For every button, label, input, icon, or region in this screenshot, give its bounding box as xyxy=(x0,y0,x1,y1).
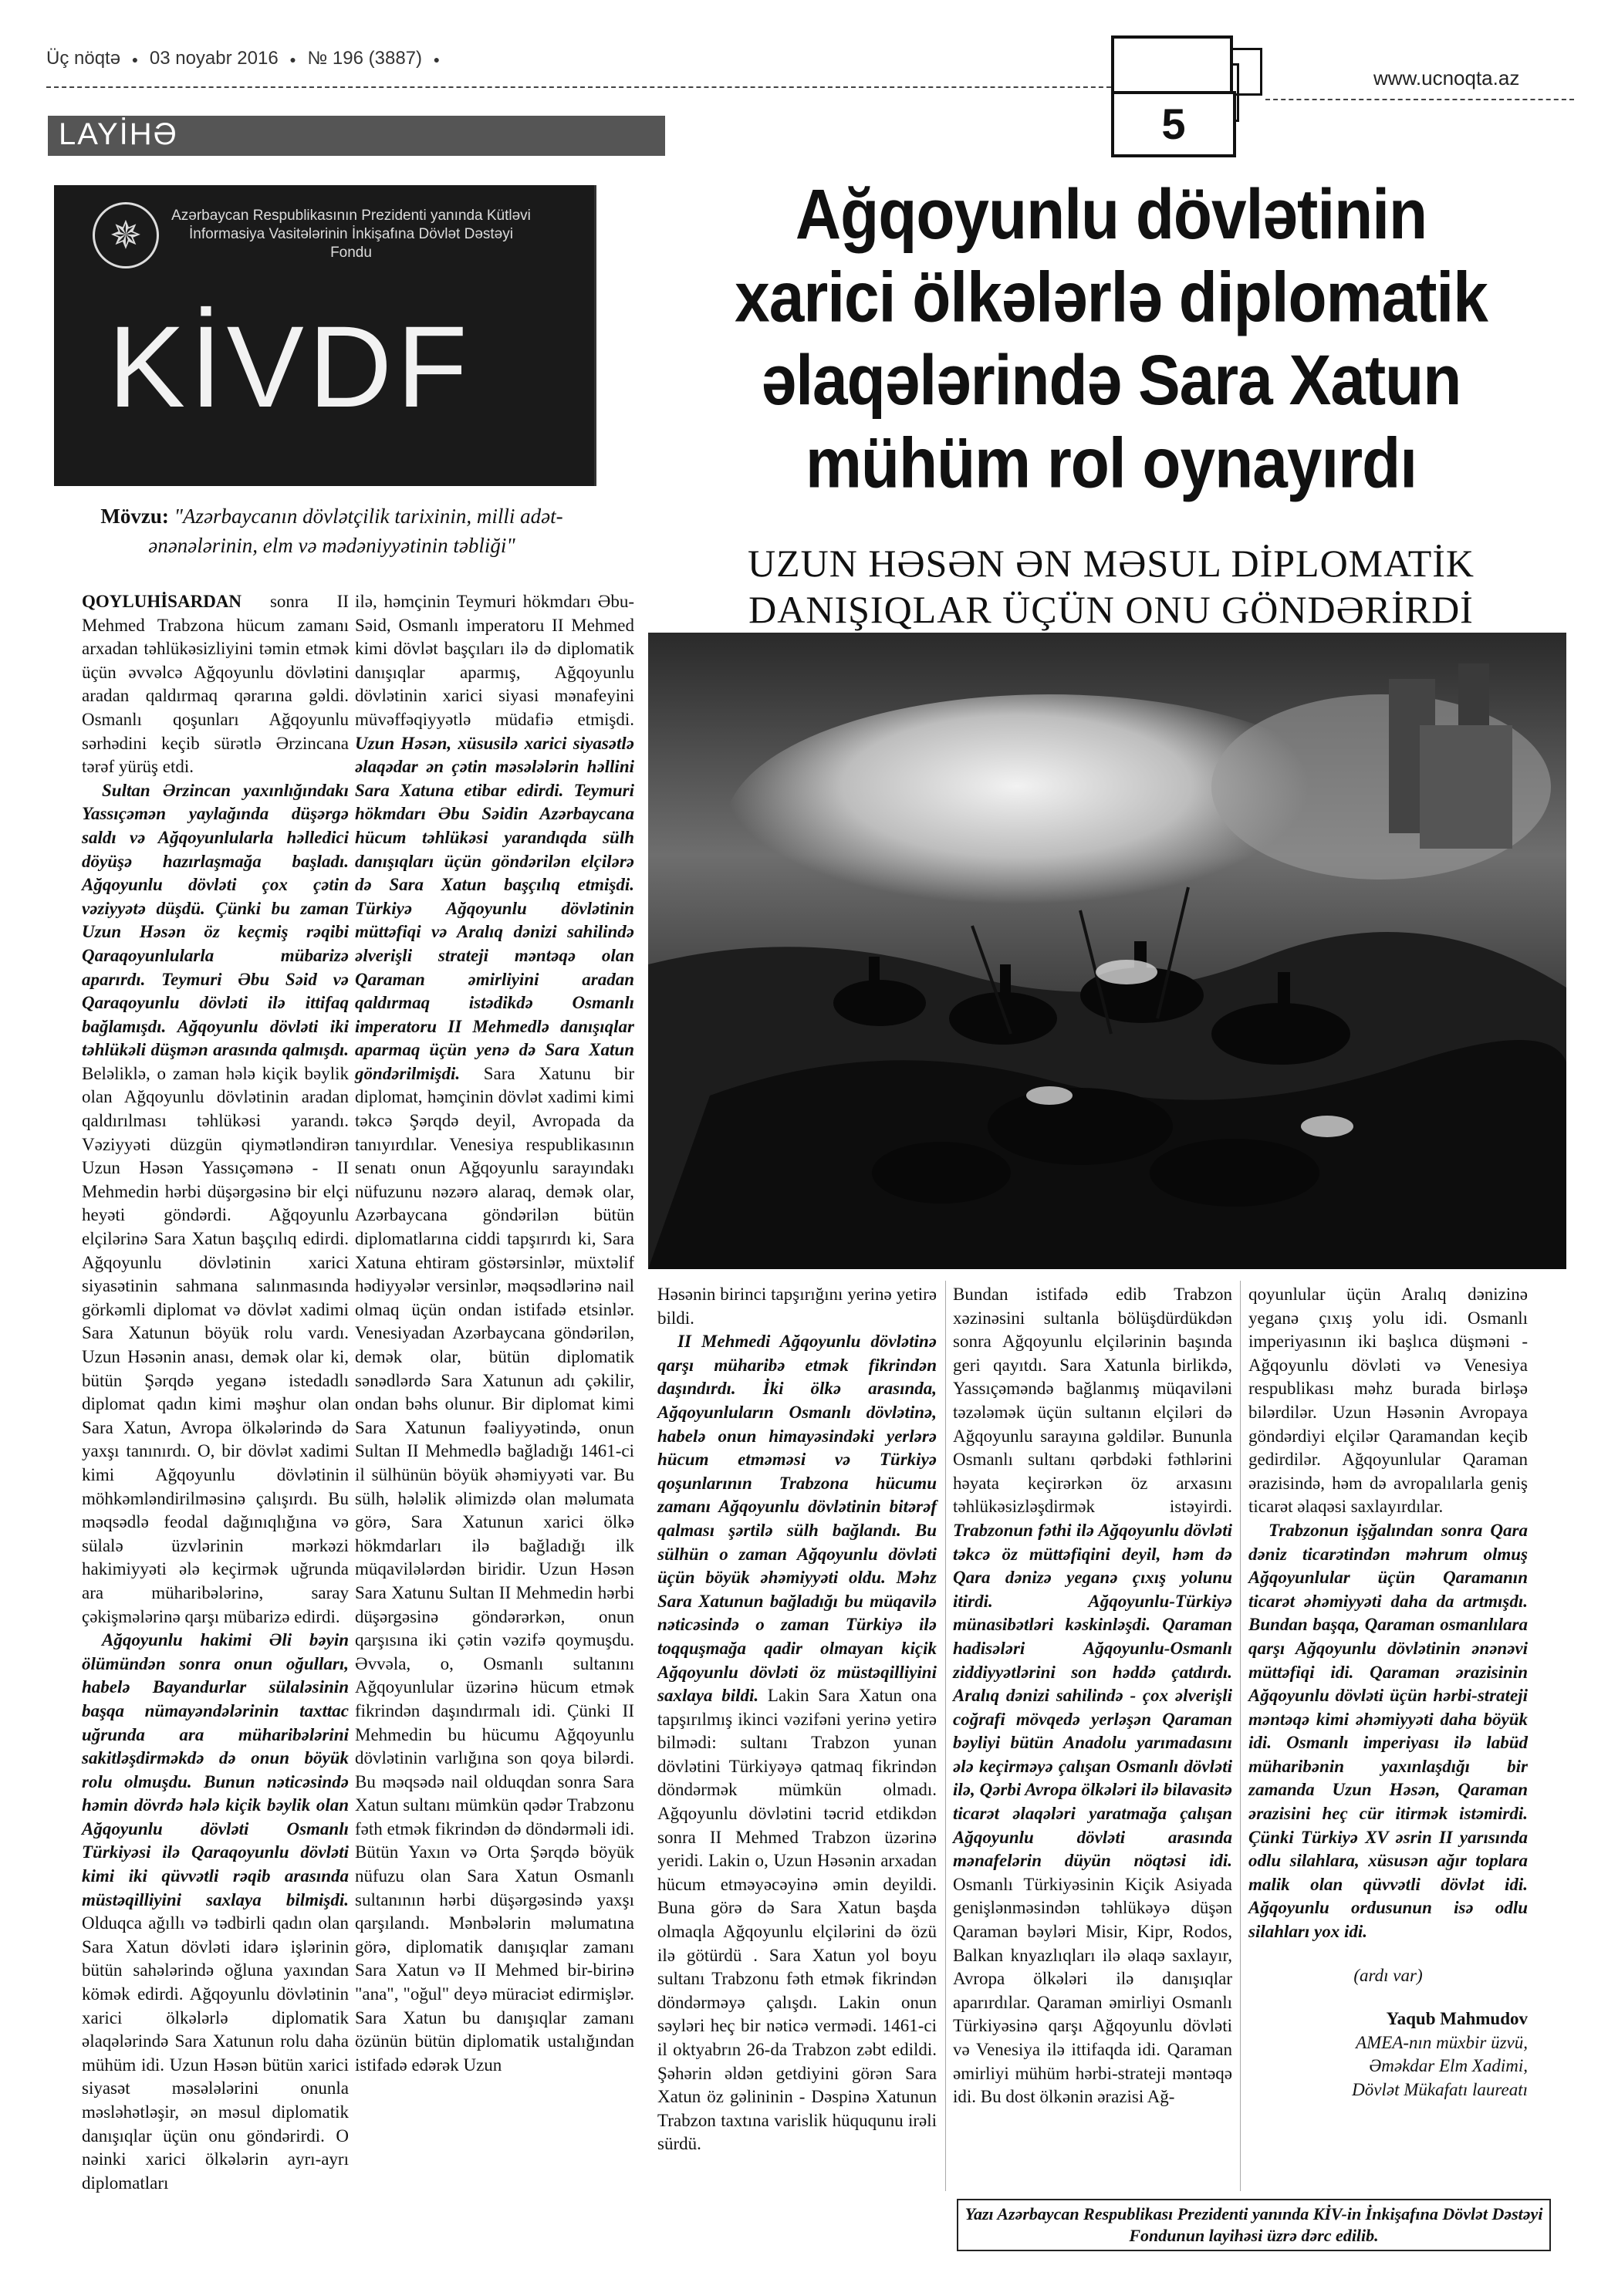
separator-dot-icon: ● xyxy=(433,52,441,66)
headline-line: Ağqoyunlu dövlətinin xyxy=(795,175,1427,255)
masthead xyxy=(46,48,446,69)
battle-painting-image xyxy=(648,633,1566,1269)
subheadline-line: DANIŞIQLAR ÜÇÜN ONU GÖNDƏRİRDİ xyxy=(748,588,1474,631)
header-rule-right xyxy=(1265,99,1574,100)
column-divider xyxy=(1240,1281,1241,2191)
topic-text: "Azərbaycanın dövlətçilik tarixinin, milli adət-ənənələrinin, elm və mədəniyyətinin təbliği" xyxy=(148,505,563,557)
separator-dot-icon: ● xyxy=(289,52,296,66)
paragraph: ilə, həmçinin Teymuri hökmdarı Əbu-Səid, Osmanlı imperatoru II Mehmed kimi dövlət başçıları ilə də diplomatik danışıqlar aparmış, Ağqoyunlu dövlətinin xarici siyasi mənafeyini müvəffəqiyyətlə müdafiə etmişdi. Uzun Həsən, xüsusilə xarici siyasətlə əlaqədar ən çətin məsələlərin həllini Sara Xatuna etibar edirdi. Teymuri hökmdarı Əbu Səidin Azərbaycana hücum təhlükəsi yarandıqda sülh danışıqları üçün göndərilən elçilərə də Sara Xatun başçılıq etmişdi. Türkiyə Ağqoyunlu dövlətinin müttəfiqi və Aralıq dənizi sahilində əlverişli strateji məntəqə olan Qaraman əmirliyini aradan qaldırmaq istədikdə Osmanlı imperatoru II Mehmedlə danışıqlar aparmaq üçün yenə də Sara Xatun göndərilmişdi. Sara Xatunu bir diplomat, həmçinin dövlət xadimi kimi təkcə Şərqdə deyil, Avropada da tanıyırdılar. Venesiya respublikasının senatı onun Ağqoyunlu sarayındakı nüfuzunu nəzərə alaraq, demək olar, Azərbaycana göndərilən bütün diplomatlarına ciddi tapşırırdı ki, Sara Xatuna ehtiram göstərsinlər, müxtəlif hədiyyələr versinlər, məqsədlərinə nail olmaq üçün ondan istifadə etsinlər. Venesiyadan Azərbaycana göndərilən, demək olar, bütün diplomatik sənədlərdə Sara Xatunun adı çəkilir, ondan bəhs olunur. Bir diplomat kimi Sara Xatunun fəaliyyətində, onun Sultan II Mehmedlə bağladığı 1461-ci il sülhünün böyük əhəmiyyəti var. Bu sülh, hələlik əlimizdə olan məlumata görə, Sara Xatunun xarici ölkə hökmdarları ilə bağladığı ilk müqavilələrdən biridir. Uzun Həsən Sara Xatunu Sultan II Mehmedin hərbi düşərgəsinə göndərərkən, onun qarşısına iki çətin vəzifə qoymuşdu. Əvvəla, o, Osmanlı sultanını Ağqoyunlular üzərinə hücum etmək fikrindən daşındırmalı idi. Çünki II Mehmedin bu hücumu Ağqoyunlu dövlətinin varlığına son qoya bilərdi. Bu məqsədə nail olduqdan sonra Sara Xatun sultanı mümkün qədər Trabzonu fəth etmək fikrindən də döndərməli idi. Bütün Yaxın və Orta Şərqdə böyük nüfuzu olan Sara Xatun Osmanlı sultanının hərbi düşərgəsində yaxşı qarşılandı. Mənbələrin məlumatına görə, diplomatik danışıqlar zamanı Sara Xatun və II Mehmed bir-birinə "ana", "oğul" deyə müraciət edirmişlər. Sara Xatun bu danışıqlar zamanı özünün bütün diplomatik ustalığından istifadə edərək Uzun xyxy=(355,592,634,2075)
article-column-1 xyxy=(82,590,349,2195)
lead-word: QOYLUHİSARDAN xyxy=(82,592,242,611)
column-divider xyxy=(945,1281,946,2191)
topic-label: Mövzu: xyxy=(100,505,169,528)
paper-name: Üç nöqtə xyxy=(46,48,121,69)
article-column-3 xyxy=(657,1283,937,2156)
page-number: 5 xyxy=(1111,91,1236,157)
issue-number: № 196 (3887) xyxy=(307,48,422,69)
author-credential: Əməkdar Elm Xadimi, xyxy=(1369,2056,1528,2076)
author-credential: Dövlət Mükafatı laureatı xyxy=(1352,2080,1528,2099)
emblem-icon: ✵ xyxy=(93,202,159,268)
paragraph: Həsənin birinci tapşırığını yerinə yetirə bildi. xyxy=(657,1285,937,1328)
topic-statement xyxy=(69,501,594,560)
kivdf-fund-name: Azərbaycan Respublikasının Prezidenti yanında Kütləvi İnformasiya Vasitələrinin İnkişafına Dövlət Dəstəyi Fondu xyxy=(171,208,531,261)
paragraph: II Mehmedi Ağqoyunlu dövlətinə qarşı müharibə etmək fikrindən daşındırdı. İki ölkə arasında, Ağqoyunluların Osmanlı dövlətinə, habelə onun himayəsindəki yerlərə hücum etməməsi və Türkiyə qoşunlarının Trabzona hücumu zamanı Ağqoyunlu dövlətinin bitərəf qalması şərtilə sülh bağlandı. Bu sülhün o zaman Ağqoyunlu dövləti üçün böyük əhəmiyyəti oldu. Məhz Sara Xatunun bağladığı bu müqavilə nəticəsində o zaman Türkiyə ilə toqquşmağa qadir olmayan kiçik Ağqoyunlu dövləti öz müstəqilliyini saxlaya bildi. Lakin Sara Xatun ona tapşırılmış ikinci vəzifəni yerinə yetirə bilmədi: sultanı Trabzon yunan dövlətini Türkiyəyə qatmaq fikrindən döndərmək mümkün olmadı. Ağqoyunlu dövlətini təcrid etdikdən sonra II Mehmed Trabzon üzərinə yeridi. Lakin o, Uzun Həsənin arxadan hücum etməyəcəyinə əmin deyildi. Buna görə də Sara Xatun başda olmaqla Ağqoyunlu elçilərini də özü ilə götürdü . Sara Xatun yol boyu sultanı Trabzonu fəth etmək fikrindən döndərməyə çalışdı. Lakin onun səyləri heç bir nəticə vermədi. 1461-ci il oktyabrın 26-da Trabzon zəbt edildi. Şəhərin əldən getdiyini görən Sara Xatun öz gəlininin - Dəspinə Xatunun Trabzon taxtına varislik hüququnu irəli sürdü. xyxy=(657,1332,937,2154)
article-column-4 xyxy=(953,1283,1232,2109)
paragraph: qoyunlular üçün Aralıq dənizinə yeganə çıxış yolu idi. Osmanlı imperiyasının iki başlıca düşməni - Ağqoyunlu dövləti və Venesiya respublikası məhz burada birləşə bilərdilər. Uzun Həsənin Avropaya göndərdiyi elçilər Qaramandan keçib gedirdilər. Ağqoyunlular Qaraman ərazisində, həm də avropalılarla geniş ticarət əlaqəsi saxlayırdılar. xyxy=(1248,1285,1528,1517)
author-credential: AMEA-nın müxbir üzvü, xyxy=(1356,2032,1528,2052)
article-column-2 xyxy=(355,590,634,2077)
paragraph: Ağqoyunlu hakimi Əli bəyin ölümündən sonra onun oğulları, habelə Bayandurlar sülaləsinin başqa nümayəndələrinin taxttac uğrunda ara müharibələrini sakitləşdirməkdə də onun böyük rolu olmuşdu. Bunun nəticəsində həmin dövrdə hələ kiçik bəylik olan Ağqoyunlu dövləti Osmanlı Türkiyəsi ilə Qaraqoyunlu dövləti kimi iki qüvvətli rəqib arasında müstəqilliyini saxlaya bilmişdi. Olduqca ağıllı və tədbirli qadın olan Sara Xatun dövləti idarə işlərinin bütün sahələrində oğluna yaxından kömək edirdi. Ağqoyunlu dövlətinin xarici ölkələrlə diplomatik əlaqələrində Sara Xatunun rolu daha mühüm idi. Uzun Həsən bütün xarici siyasət məsələlərini onunla məsləhətləşir, ən məsul diplomatik danışıqlar üçün onu göndərirdi. O nəinki xarici ölkələrin ayrı-ayrı diplomatları xyxy=(82,1630,349,2193)
rubric-label: LAYİHƏ xyxy=(59,117,178,151)
author-name: Yaqub Mahmudov xyxy=(1386,2009,1528,2029)
paragraph: Sultan Ərzincan yaxınlığındakı Yassıçəmən yaylağında düşərgə saldı və Ağqoyunlularla həlledici döyüşə hazırlaşmağa başladı. Ağqoyunlu dövləti çox çətin vəziyyətə düşdü. Çünki bu zaman Uzun Həsən öz keçmiş rəqibi Qaraqoyunlularla mübarizə aparırdı. Teymuri Əbu Səid və Qaraqoyunlu dövləti ilə ittifaq bağlamışdı. Ağqoyunlu dövləti iki təhlükəli düşmən arasında qalmışdı. Beləliklə, o zaman hələ kiçik bəylik olan Ağqoyunlu dövlətinin aradan qaldırılması təhlükəsi yarandı. Vəziyyəti düzgün qiymətləndirən Uzun Həsən Yassıçəmənə - II Mehmedin hərbi düşərgəsinə bir elçi heyəti göndərdi. Ağqoyunlu elçilərinə Sara Xatun başçılıq edirdi. Ağqoyunlu dövlətinin xarici siyasətinin sahmana salınmasında görkəmli diplomat və dövlət xadimi Sara Xatunun böyük rolu vardı. Uzun Həsənin anası, demək olar ki, bütün Şərqdə yeganə istedadlı diplomat qadın kimi məşhur olan Sara Xatun, Avropa ölkələrində də yaxşı tanınırdı. O, bir dövlət xadimi kimi Ağqoyunlu dövlətinin möhkəmləndirilməsinə çalışırdı. Bu məqsədlə feodal dağınıqlığına və sülalə üzvlərinin mərkəzi hakimiyyəti ələ keçirmək uğrunda ara müharibələrinə, saray çəkişmələrinə qarşı mübarizə edirdi. xyxy=(82,780,349,1626)
article-subheadline xyxy=(664,540,1559,633)
kivdf-logo-text: KİVDF xyxy=(108,302,472,431)
article-headline xyxy=(671,174,1551,505)
separator-dot-icon: ● xyxy=(131,52,139,66)
author-signature xyxy=(1248,2007,1528,2102)
header-rule xyxy=(46,86,1127,88)
paragraph: Bundan istifadə edib Trabzon xəzinəsini sultanla bölüşdürdükdən sonra Ağqoyunlu elçilərinin başında geri qayıtdı. Sara Xatunla birlikdə, Yassıçəməndə bağlanmış müqaviləni təzələmək üçün sultanın elçiləri də Ağqoyunlu sarayına gəldilər. Bununla Osmanlı sultanı qərbdəki fəthlərini həyata keçirərkən öz arxasını təhlükəsizləşdirmək istəyirdi. Trabzonun fəthi ilə Ağqoyunlu dövləti təkcə öz müttəfiqini deyil, həm də Qara dənizə yeganə çıxış yolunu itirdi. Ağqoyunlu-Türkiyə münasibətləri kəskinləşdi. Qaraman hadisələri Ağqoyunlu-Osmanlı ziddiyyətlərini son həddə çatdırdı. Aralıq dənizi sahilində - çox əlverişli coğrafi mövqedə yerləşən Qaraman bəyliyi bütün Anadolu yarımadasını ələ keçirməyə çalışan Osmanlı dövləti ilə, Qərbi Avropa ölkələri ilə bilavasitə ticarət əlaqələri yaratmağa çalışan Ağqoyunlu dövləti arasında mənafelərin düyün nöqtəsi idi. Osmanlı Türkiyəsinin Kiçik Asiyada genişlənməsindən təhlükəyə düşən Qaraman bəyləri Misir, Kipr, Rodos, Balkan knyazlıqları ilə əlaqə saxlayır, Avropa ölkələri ilə danışıqlar aparırdılar. Qaraman əmirliyi Osmanlı Türkiyəsinə qarşı Ağqoyunlu dövləti və Venesiya ilə ittifaqda idi. Qaraman əmirliyi mühüm hərbi-strateji məntəqə idi. Bu dost ölkənin ərazisi Ağ- xyxy=(953,1285,1232,2107)
to-be-continued: (ardı var) xyxy=(1353,1965,1423,1985)
subheadline-line: UZUN HƏSƏN ƏN MƏSUL DİPLOMATİK xyxy=(747,542,1475,585)
headline-line: xarici ölkələrlə diplomatik xyxy=(735,258,1488,337)
paragraph: QOYLUHİSARDAN sonra II Mehmed Trabzona hücum zamanı arxadan təhlükəsizliyini təmin etmək üçün əvvəlcə Ağqoyunlu dövlətini aradan qaldırmaq qərarına gəldi. Osmanlı qoşunları Ağqoyunlu sərhədini keçib sürətlə Ərzincana tərəf yürüş etdi. xyxy=(82,592,349,777)
headline-line: əlaqələrində Sara Xatun xyxy=(761,341,1461,420)
issue-date: 03 noyabr 2016 xyxy=(149,48,279,69)
website-link[interactable]: www.ucnoqta.az xyxy=(1373,66,1520,89)
headline-line: mühüm rol oynayırdı xyxy=(806,424,1417,503)
sponsor-notice: Yazı Azərbaycan Respublikası Prezidenti yanında KİV-in İnkişafına Dövlət Dəstəyi Fondunun layihəsi üzrə dərc edilib. xyxy=(957,2199,1551,2251)
paragraph: Trabzonun işğalından sonra Qara dəniz ticarətindən məhrum olmuş Ağqoyunlular üçün Qaramanın ticarət əhəmiyyəti daha da artmışdı. Bundan başqa, Qaraman osmanlılara qarşı Ağqoyunlu dövlətinin ənənəvi müttəfiqi idi. Qaraman ərazisinin Ağqoyunlu dövləti üçün hərbi-strateji məntəqə kimi əhəmiyyəti daha böyük idi. Osmanlı imperiyası ilə labüd müharibənin yaxınlaşdığı bir zamanda Uzun Həsən, Qaraman ərazisini heç cür itirmək istəmirdi. Çünki Türkiyə XV əsrin II yarısında odlu silahlara, xüsusən ağır toplara malik olan qüvvətli dövlət idi. Ağqoyunlu ordusunun isə odlu silahları yox idi. xyxy=(1248,1520,1528,1942)
article-column-5 xyxy=(1248,1283,1528,2102)
